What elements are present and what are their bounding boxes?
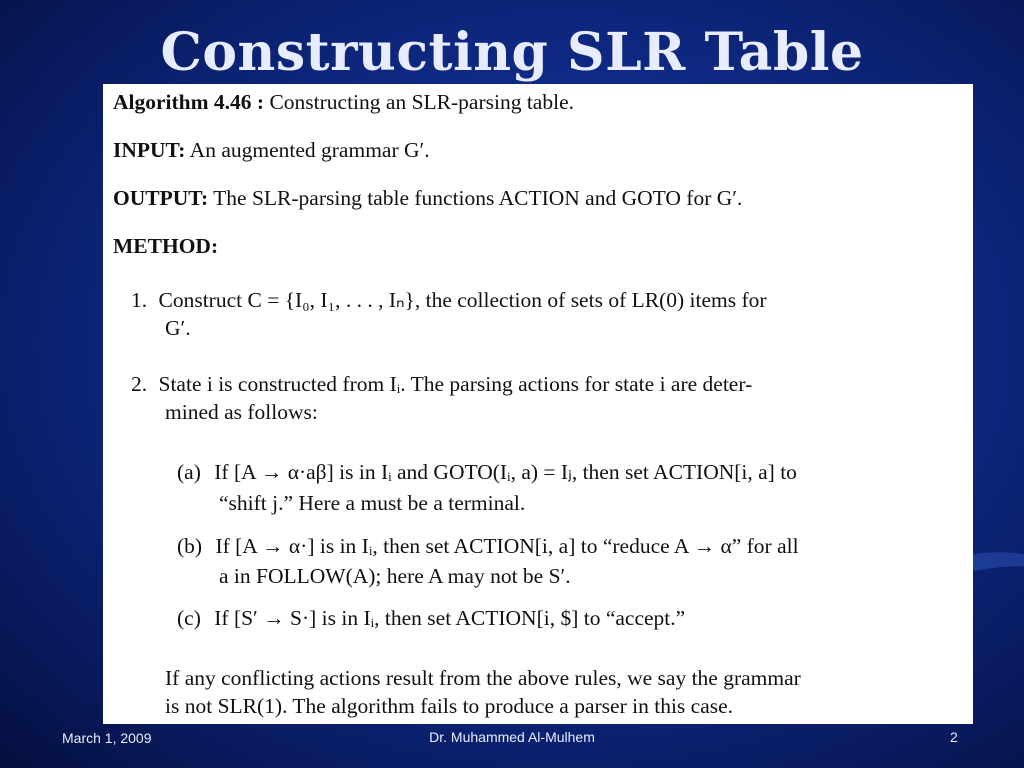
substep-c-line-1: If [S′ → S·] is in Iᵢ, then set ACTION[i, $] to “accept.” <box>214 606 686 630</box>
output-line <box>113 184 965 213</box>
algorithm-header <box>113 88 965 117</box>
substep-a-line-2: “shift j.” Here a must be a terminal. <box>219 491 526 515</box>
step-2 <box>131 370 965 399</box>
substep-b <box>177 532 965 561</box>
output-label: OUTPUT: <box>113 186 209 210</box>
substep-a <box>177 458 965 487</box>
step-2-number: 2. <box>131 372 148 396</box>
substep-b-line-2: a in FOLLOW(A); here A may not be S′. <box>219 564 571 588</box>
substep-c <box>177 604 965 633</box>
substep-a-label: (a) <box>177 460 201 484</box>
method-label: METHOD: <box>113 234 219 258</box>
closing-line-2: is not SLR(1). The algorithm fails to produce a parser in this case. <box>165 694 734 718</box>
method-line <box>113 232 965 261</box>
algorithm-panel <box>103 84 973 724</box>
input-label: INPUT: <box>113 138 186 162</box>
footer-page-number: 2 <box>950 729 958 745</box>
closing-line-1: If any conflicting actions result from the above rules, we say the grammar <box>165 666 801 690</box>
input-text: An augmented grammar G′. <box>189 138 430 162</box>
footer-author: Dr. Muhammed Al-Mulhem <box>429 729 595 745</box>
step-1-number: 1. <box>131 288 148 312</box>
substep-c-label: (c) <box>177 606 201 630</box>
output-text: The SLR-parsing table functions ACTION and GOTO for G′. <box>213 186 743 210</box>
step-1-line-1: Construct C = {I₀, I₁, . . . , Iₙ}, the collection of sets of LR(0) items for <box>158 288 767 312</box>
step-1-line-2: G′. <box>165 316 191 340</box>
algorithm-description: Constructing an SLR-parsing table. <box>269 90 574 114</box>
footer-date: March 1, 2009 <box>62 730 152 746</box>
step-2-line-1: State i is constructed from Iᵢ. The parsing actions for state i are deter- <box>158 372 753 396</box>
substep-b-line-1: If [A → α·] is in Iᵢ, then set ACTION[i, a] to “reduce A → α” for all <box>215 534 799 558</box>
substep-b-label: (b) <box>177 534 203 558</box>
slide-title: Constructing SLR Table <box>160 22 864 83</box>
algorithm-label: Algorithm 4.46 : <box>113 90 265 114</box>
substep-a-line-1: If [A → α·aβ] is in Iᵢ and GOTO(Iᵢ, a) = Iⱼ, then set ACTION[i, a] to <box>214 460 797 484</box>
step-1 <box>131 286 965 315</box>
step-2-line-2: mined as follows: <box>165 400 318 424</box>
input-line <box>113 136 965 165</box>
